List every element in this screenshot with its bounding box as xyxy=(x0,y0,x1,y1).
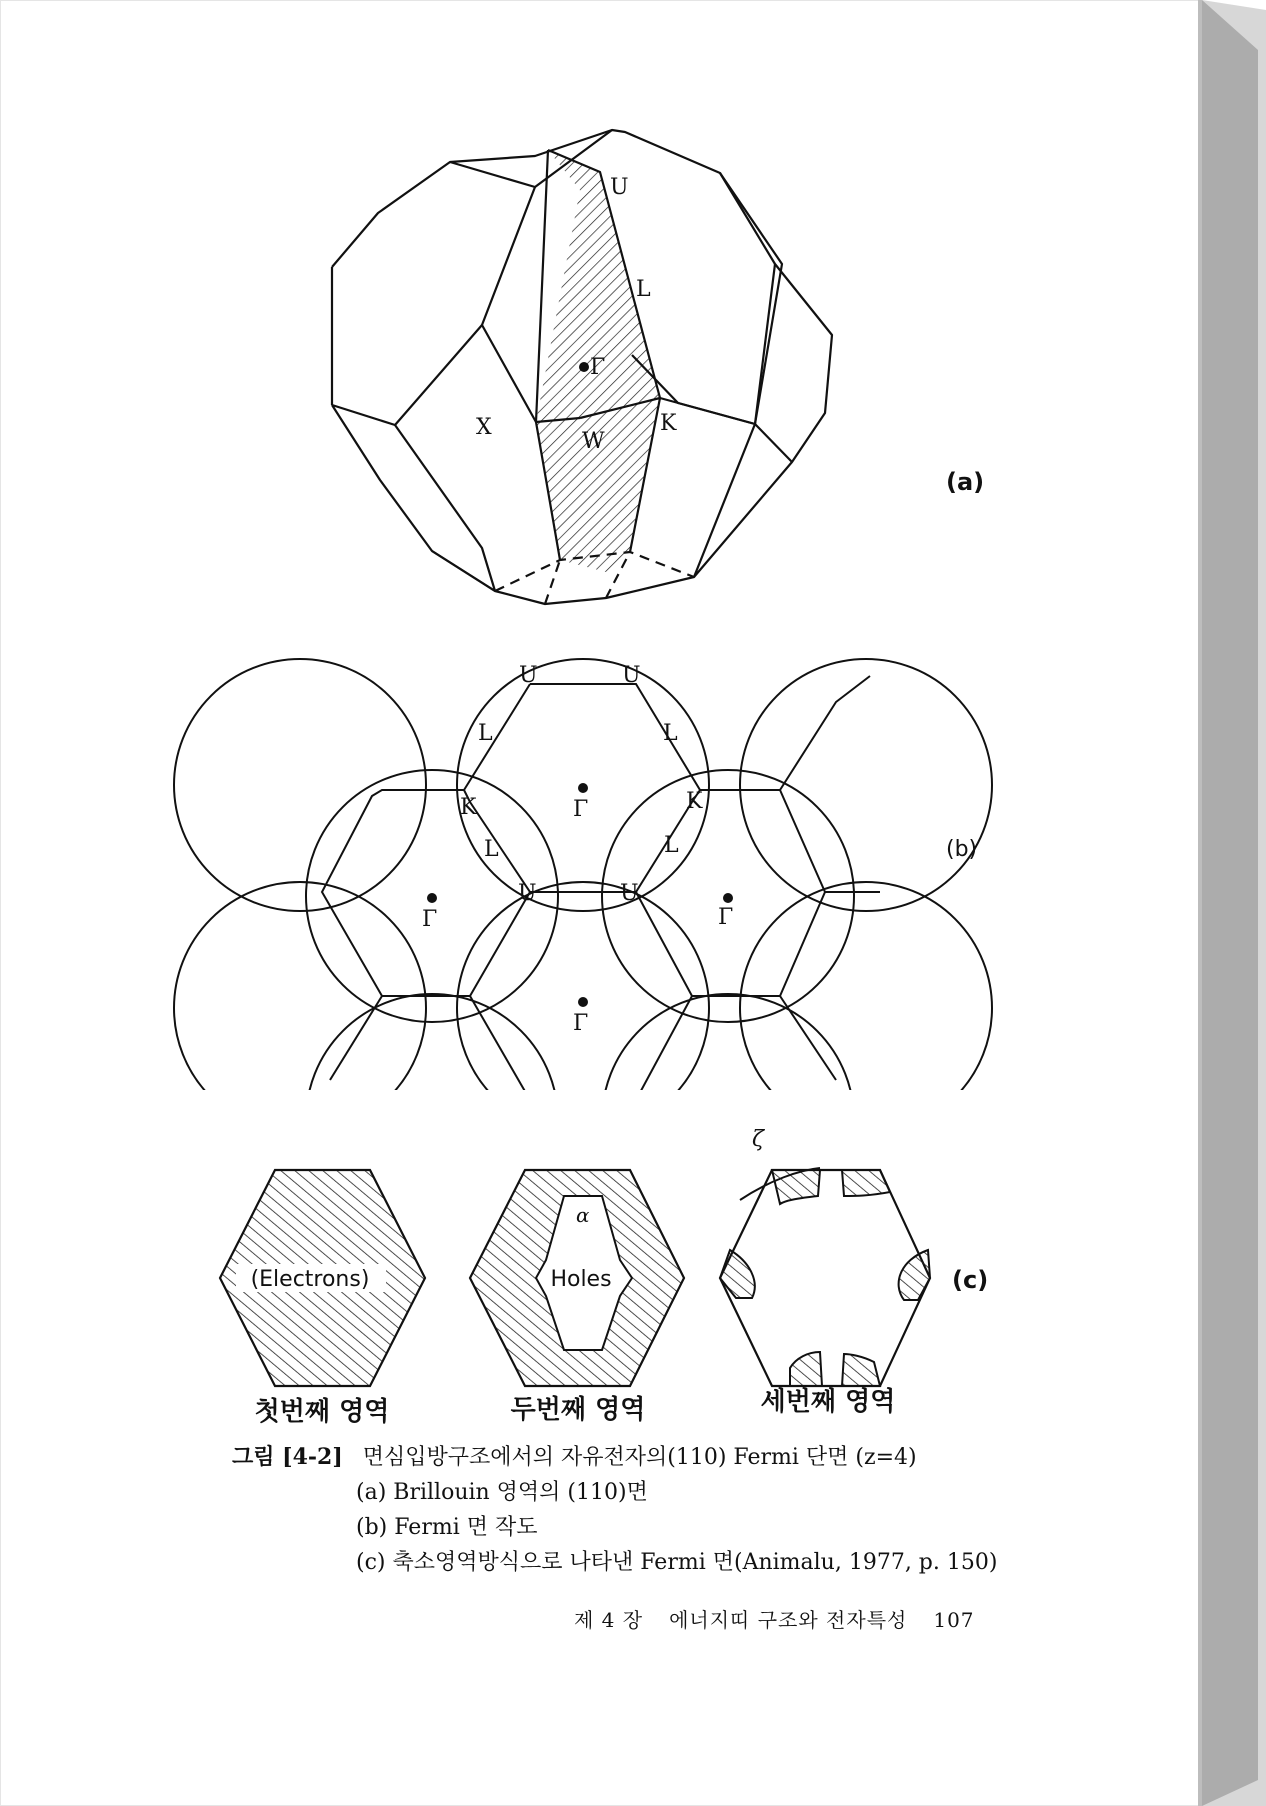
figure-caption xyxy=(232,1440,997,1580)
footer-chapter-title: 에너지띠 구조와 전자특성 xyxy=(669,1608,908,1632)
figure-a-brillouin-zone xyxy=(0,0,1266,640)
label-gamma-3: Γ xyxy=(718,905,734,930)
alpha-label: α xyxy=(576,1203,590,1227)
label-gamma-1: Γ xyxy=(573,797,589,822)
zone2-caption: 두번째 영역 xyxy=(510,1395,646,1425)
label-X: X xyxy=(476,415,492,440)
footer-chapter: 제 4 장 xyxy=(574,1608,644,1632)
zone2-label: Holes xyxy=(550,1267,612,1292)
zone1-caption: 첫번째 영역 xyxy=(254,1397,390,1427)
footer-page-number: 107 xyxy=(933,1608,975,1632)
caption-item-c: (c) 축소영역방식으로 나타낸 Fermi 면(Animalu, 1977, p. 150) xyxy=(356,1550,998,1575)
label-K-1: K xyxy=(460,795,477,820)
label-L: L xyxy=(636,277,651,302)
label-K-2: K xyxy=(686,789,703,814)
caption-title: 면심입방구조에서의 자유전자의(110) Fermi 단면 (z=4) xyxy=(362,1445,917,1470)
figure-number: 그림 [4-2] xyxy=(232,1444,343,1470)
zone3-caption: 세번째 영역 xyxy=(760,1387,896,1417)
label-gamma-2: Γ xyxy=(422,907,438,932)
label-W: W xyxy=(582,429,605,454)
label-U-3: U xyxy=(518,881,537,906)
caption-item-a: (a) Brillouin 영역의 (110)면 xyxy=(356,1480,648,1505)
zone1-label: (Electrons) xyxy=(250,1267,370,1292)
label-U-2: U xyxy=(622,663,641,688)
page-footer xyxy=(574,1604,1001,1633)
figure-c-reduced-zone xyxy=(0,1100,1266,1430)
label-U-1: U xyxy=(519,663,538,688)
label-U: U xyxy=(610,175,629,200)
caption-item-b: (b) Fermi 면 작도 xyxy=(356,1515,538,1540)
zeta-label: ζ xyxy=(752,1127,764,1152)
label-L-4: L xyxy=(664,833,679,858)
label-U-4: U xyxy=(620,881,639,906)
figure-b-fermi-construction xyxy=(0,630,1266,1090)
panel-label-b: (b) xyxy=(946,837,978,862)
panel-label-a: (a) xyxy=(946,468,985,496)
label-L-2: L xyxy=(663,721,678,746)
caption-title-row xyxy=(232,1440,997,1475)
label-L-1: L xyxy=(478,721,493,746)
label-gamma: Γ xyxy=(590,355,606,380)
label-gamma-4: Γ xyxy=(573,1011,589,1036)
label-L-3: L xyxy=(484,837,499,862)
label-K: K xyxy=(660,411,677,436)
panel-label-c: (c) xyxy=(952,1266,989,1294)
